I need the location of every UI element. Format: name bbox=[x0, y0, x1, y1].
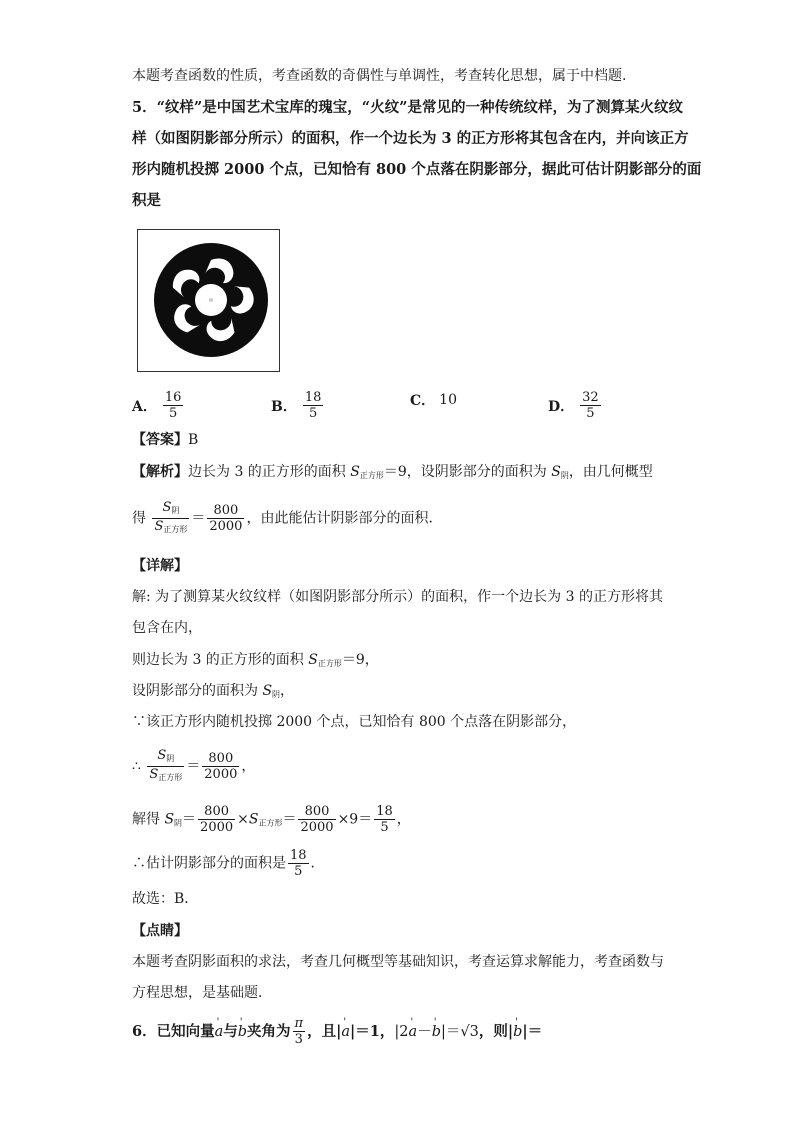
question-5-line-1: 5．“纹样”是中国艺术宝库的瑰宝，“火纹”是常见的一种传统纹样，为了测算某火纹纹 bbox=[132, 99, 683, 116]
result-fraction: $\frac{18}{5}$ bbox=[290, 848, 307, 879]
ratio-denominator: $S_{正方形}$ bbox=[154, 519, 188, 534]
point-ratio-fraction: $\frac{800}{2000}$ bbox=[200, 804, 234, 835]
detail-line-3: 则边长为 3 的正方形的面积 $S_{正方形}=9$， bbox=[132, 652, 379, 668]
question-6: 6．已知向量 ' a 与 ' b 夹角为 $\frac{\pi}{3}$ ，且| ' a |＝1， |2 ' a － ' b |＝ √3 ，则| ' b |＝ bbox=[132, 1016, 542, 1047]
detail-solve-line: 解得 $S_阴=$ $\frac{800}{2000}$ $\times S_{正方形}=$ $\frac{800}{2000}$ ×9＝ $\frac{18}{5}$ ， bbox=[132, 804, 411, 835]
shadow-subscript: 阴 bbox=[560, 471, 569, 480]
option-a-denominator: 5 bbox=[169, 406, 178, 421]
analysis-line-2 bbox=[132, 500, 442, 537]
option-d bbox=[548, 390, 603, 421]
point-ratio-denominator: 2000 bbox=[209, 519, 243, 534]
therefore-symbol: ∴ bbox=[132, 758, 141, 775]
vector-b: ' b bbox=[513, 1022, 522, 1042]
detail-line-2: 包含在内， bbox=[132, 620, 202, 636]
comment-tag-line bbox=[132, 921, 188, 941]
option-a-fraction bbox=[163, 390, 184, 421]
option-b-numerator: 18 bbox=[304, 390, 322, 405]
point-ratio-fraction bbox=[207, 503, 244, 534]
question-5-line-2: 样（如图阴影部分所示）的面积，作一个边长为 3 的正方形将其包含在内，并向该正方 bbox=[132, 130, 689, 147]
option-d-numerator: 32 bbox=[582, 390, 599, 405]
detail-ratio-line: ∴ $\frac{S_阴}{S_{正方形}}$ ＝ $\frac{800}{2000}$ ， bbox=[132, 748, 255, 785]
square-subscript: 正方形 bbox=[359, 471, 384, 480]
angle-fraction: $\frac{\pi}{3}$ bbox=[294, 1016, 304, 1047]
vector-a: ' a bbox=[341, 1022, 350, 1042]
ratio-numerator: $S_阴$ bbox=[152, 500, 189, 519]
equals-sign: ＝ bbox=[191, 510, 206, 527]
point-ratio-fraction: $\frac{800}{2000}$ bbox=[204, 751, 238, 782]
fire-pattern-image bbox=[138, 230, 279, 371]
point-ratio-fraction: $\frac{800}{2000}$ bbox=[300, 804, 334, 835]
option-b-label: B． bbox=[271, 398, 297, 415]
comment-line-2: 方程思想，是基础题． bbox=[132, 985, 272, 1001]
answer-value: B bbox=[188, 432, 199, 448]
comment-line-1: 本题考查阴影面积的求法，考查几何概型等基础知识，考查运算求解能力，考查函数与 bbox=[132, 954, 664, 970]
point-ratio-numerator: 800 bbox=[207, 503, 244, 519]
detail-line-4: 设阴影部分的面积为 $S_阴$， bbox=[132, 683, 295, 699]
fire-pattern-figure bbox=[137, 229, 280, 372]
analysis-text-4: 得 bbox=[132, 510, 146, 527]
ratio-denominator: $S_{正方形}$ bbox=[149, 767, 183, 782]
vector-b: ' b bbox=[238, 1022, 247, 1042]
option-b-fraction bbox=[303, 390, 324, 421]
ratio-fraction bbox=[152, 500, 189, 537]
detail-choice-line: 故选：B． bbox=[132, 891, 199, 907]
ratio-numerator: $S_阴$ bbox=[147, 748, 184, 767]
option-d-fraction bbox=[580, 390, 601, 421]
ratio-fraction bbox=[147, 748, 184, 785]
question-5-line-4: 积是 bbox=[132, 192, 161, 209]
option-c-label: C． bbox=[410, 393, 436, 409]
previous-answer-comment: 本题考查函数的性质，考查函数的奇偶性与单调性，考查转化思想，属于中档题. bbox=[132, 68, 627, 84]
option-b-denominator: 5 bbox=[308, 406, 318, 421]
answer-tag: 【答案】 bbox=[132, 432, 188, 448]
area-symbol: S bbox=[551, 464, 561, 480]
analysis-tag: 【解析】 bbox=[132, 464, 188, 480]
option-c bbox=[410, 390, 457, 410]
option-a bbox=[132, 390, 185, 421]
analysis-text-1: 边长为 3 的正方形的面积 bbox=[188, 464, 351, 480]
option-d-denominator: 5 bbox=[586, 406, 595, 421]
comment-tag: 【点睛】 bbox=[132, 923, 188, 939]
detail-estimate-line: ∴估计阴影部分的面积是 $\frac{18}{5}$ ． bbox=[132, 848, 325, 879]
option-a-label: A． bbox=[132, 398, 157, 415]
answer-line bbox=[132, 430, 198, 450]
detail-line-5: ∵该正方形内随机投掷 2000 个点，已知恰有 800 个点落在阴影部分， bbox=[132, 714, 577, 730]
analysis-text-5: ，由此能估计阴影部分的面积． bbox=[246, 510, 443, 527]
option-d-label: D． bbox=[548, 398, 575, 415]
detail-line-1: 解: 为了测算某火纹纹样（如图阴影部分所示）的面积，作一个边长为 3 的正方形将其 bbox=[132, 589, 663, 605]
option-c-value: 10 bbox=[439, 392, 457, 408]
result-fraction: $\frac{18}{5}$ bbox=[376, 804, 393, 835]
analysis-text-2: ＝9，设阴影部分的面积为 bbox=[383, 464, 552, 480]
detail-tag: 【详解】 bbox=[132, 558, 188, 574]
vector-a: ' a bbox=[409, 1022, 418, 1042]
area-symbol: S bbox=[350, 464, 360, 480]
analysis-text-3: ，由几何概型 bbox=[568, 464, 653, 480]
analysis-line-1 bbox=[132, 462, 653, 486]
sqrt-three: √3 bbox=[460, 1023, 479, 1040]
vector-b: ' b bbox=[432, 1022, 441, 1042]
option-b bbox=[271, 390, 325, 421]
question-5-line-3: 形内随机投掷 2000 个点，已知恰有 800 个点落在阴影部分，据此可估计阴影部分的面 bbox=[132, 161, 702, 178]
detail-tag-line bbox=[132, 556, 188, 576]
option-a-numerator: 16 bbox=[164, 390, 182, 405]
vector-a: ' a bbox=[215, 1022, 224, 1042]
